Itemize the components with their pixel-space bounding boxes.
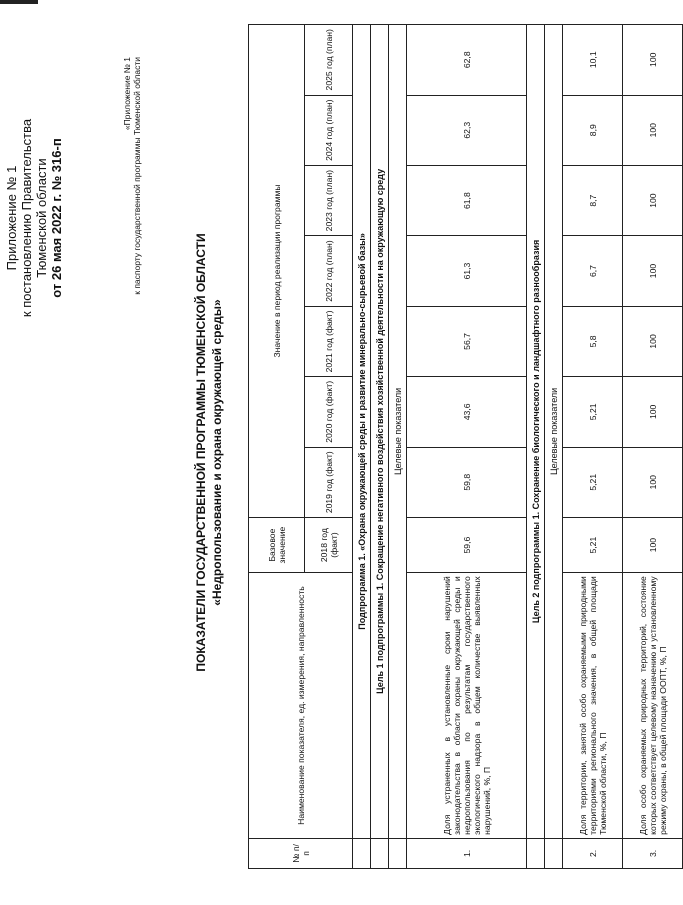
indicator-value: 100 xyxy=(623,447,683,517)
year-header: 2021 год (факт) xyxy=(305,306,353,376)
target-indicators-label: Целевые показатели xyxy=(545,25,563,839)
goal1-title: Цель 1 подпрограммы 1. Сокращение негативного воздействия хозяйственной деятельности на окружающую среду xyxy=(371,25,389,839)
target-indicators-label: Целевые показатели xyxy=(389,25,407,839)
indicator-value: 100 xyxy=(623,306,683,376)
title-line1: ПОКАЗАТЕЛИ ГОСУДАРСТВЕННОЙ ПРОГРАММЫ ТЮМЕНСКОЙ ОБЛАСТИ xyxy=(194,233,208,672)
indicator-value: 100 xyxy=(623,377,683,447)
passport-ref-line2: к паспорту государственной программы Тюменской области xyxy=(132,57,142,295)
appendix-region: Тюменской области xyxy=(34,158,49,278)
year-header: 2020 год (факт) xyxy=(305,377,353,447)
indicator-value: 59,6 xyxy=(407,517,527,572)
indicator-value: 43,6 xyxy=(407,377,527,447)
indicator-value: 61,3 xyxy=(407,236,527,306)
indicator-name: Доля особо охраняемых природных территорий, состояние которых соответствует целевому назначению и установленному режиму охраны, в общей площади ООПТ, %, П xyxy=(623,573,683,839)
appendix-ref: к постановлению Правительства xyxy=(19,118,34,318)
goal-row xyxy=(527,25,545,869)
indicator-value: 10,1 xyxy=(563,25,623,96)
col-header-base: Базовое значение xyxy=(249,517,305,572)
indicator-value: 8,7 xyxy=(563,165,623,235)
table-row xyxy=(623,25,683,869)
passport-ref-line1: «Приложение № 1 xyxy=(122,57,132,131)
appendix-number: Приложение № 1 xyxy=(4,165,19,271)
target-label-row xyxy=(545,25,563,869)
subprogram-row xyxy=(353,25,371,869)
indicator-value: 5,8 xyxy=(563,306,623,376)
year-header: 2018 год (факт) xyxy=(305,517,353,572)
col-header-num: № п/п xyxy=(249,838,353,868)
row-number: 2. xyxy=(563,838,623,868)
indicator-value: 61,8 xyxy=(407,165,527,235)
indicator-value: 59,8 xyxy=(407,447,527,517)
indicator-value: 100 xyxy=(623,165,683,235)
indicator-value: 6,7 xyxy=(563,236,623,306)
year-header: 2023 год (план) xyxy=(305,165,353,235)
passport-reference xyxy=(122,57,142,347)
indicator-value: 8,9 xyxy=(563,95,623,165)
appendix-date: от 26 мая 2022 г. № 316-п xyxy=(49,138,64,298)
col-header-period: Значение в период реализации программы xyxy=(249,25,305,518)
indicator-value: 100 xyxy=(623,95,683,165)
year-header: 2024 год (план) xyxy=(305,95,353,165)
year-header: 2019 год (факт) xyxy=(305,447,353,517)
table-row xyxy=(407,25,527,869)
indicator-value: 100 xyxy=(623,25,683,96)
indicator-value: 5,21 xyxy=(563,377,623,447)
document-title xyxy=(193,80,225,825)
indicator-value: 62,3 xyxy=(407,95,527,165)
subprogram-title: Подпрограмма 1. «Охрана окружающей среды и развитие минерально-сырьевой базы» xyxy=(353,25,371,839)
indicator-value: 56,7 xyxy=(407,306,527,376)
indicator-name: Доля устраненных в установленные сроки нарушений законодательства в области охраны окружающей среды и недропользования по результатам государственного экологического надзора в общем количестве выявленных нарушений, %, П xyxy=(407,573,527,839)
year-header: 2025 год (план) xyxy=(305,25,353,96)
indicator-name: Доля территории, занятой особо охраняемыми природными территориями регионального значения, в общей площади Тюменской области, %, П xyxy=(563,573,623,839)
row-number: 1. xyxy=(407,838,527,868)
indicator-value: 5,21 xyxy=(563,447,623,517)
col-header-name: Наименование показателя, ед. измерения, направленность xyxy=(249,573,353,839)
appendix-header xyxy=(4,68,64,368)
table-row xyxy=(563,25,623,869)
indicator-value: 100 xyxy=(623,236,683,306)
title-line2: «Недропользование и охрана окружающей среды» xyxy=(210,299,224,606)
goal2-title: Цель 2 подпрограммы 1. Сохранение биологического и ландшафтного разнообразия xyxy=(527,25,545,839)
indicator-value: 62,8 xyxy=(407,25,527,96)
year-header: 2022 год (план) xyxy=(305,236,353,306)
indicator-value: 100 xyxy=(623,517,683,572)
indicator-value: 5,21 xyxy=(563,517,623,572)
indicators-table xyxy=(248,24,683,869)
goal-row xyxy=(371,25,389,869)
target-label-row xyxy=(389,25,407,869)
row-number: 3. xyxy=(623,838,683,868)
table-header-row xyxy=(249,25,305,869)
